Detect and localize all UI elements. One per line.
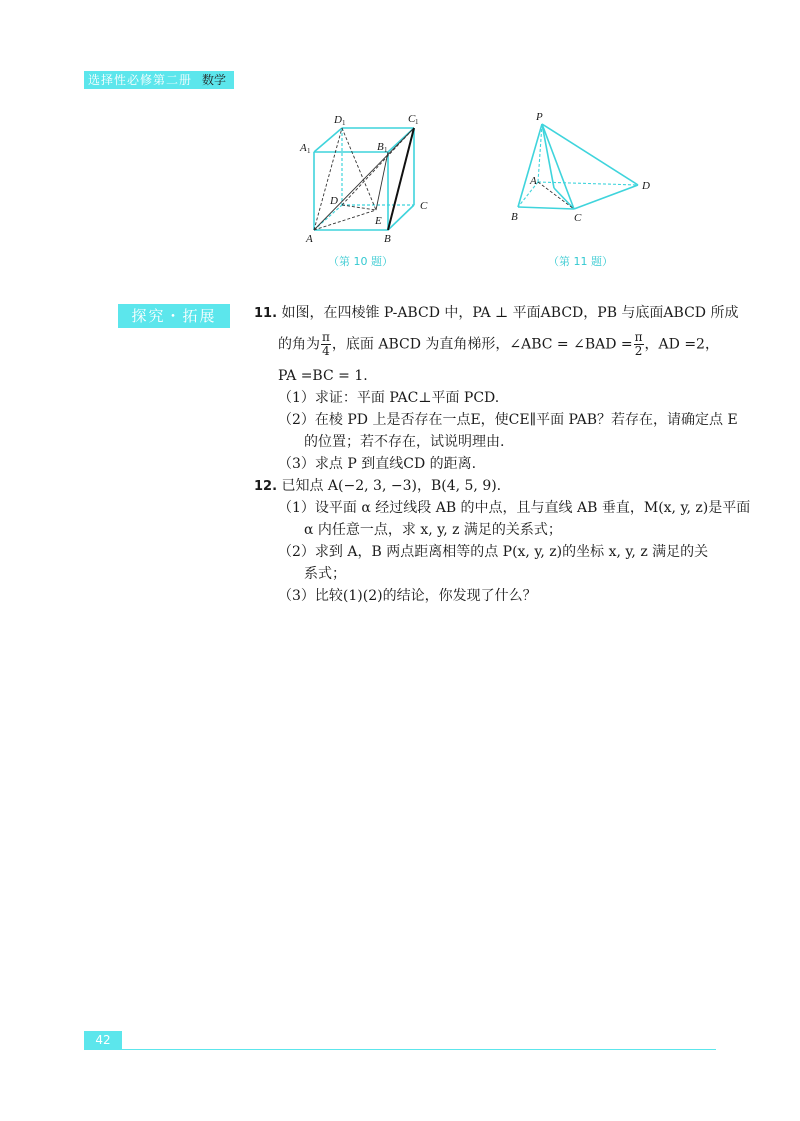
fraction-pi-4: $\frac{\pi}{4}$ — [322, 330, 330, 358]
svg-text:1: 1 — [384, 146, 388, 154]
q11-line2: 的角为 $\frac{\pi}{4}$ ，底面 ABCD 为直角梯形，∠ABC = ∠BAD = $\frac{\pi}{2}$ ，AD =2， — [278, 330, 719, 358]
q11-part2a: （2）在棱 PD 上是否存在一点E，使CE∥平面 PAB？若存在，请确定点 E — [278, 412, 738, 428]
label-B1: B — [377, 141, 384, 153]
figure-10-cube — [296, 110, 446, 250]
q11-part1: （1）求证：平面 PAC⊥平面 PCD. — [278, 390, 500, 406]
q12-number: 12. — [254, 479, 278, 494]
label-C: C — [420, 200, 428, 212]
q12-part1a: （1）设平面 α 经过线段 AB 的中点，且与直线 AB 垂直，M(x, y, z)是平面 — [278, 500, 751, 516]
figure-11-pyramid — [506, 110, 656, 225]
q12-part2b: 系式； — [304, 566, 346, 582]
label-A: A — [306, 233, 313, 245]
fraction-pi-2: $\frac{\pi}{2}$ — [634, 330, 643, 358]
q11-line3: PA =BC = 1. — [278, 368, 368, 384]
label-E: E — [375, 215, 382, 227]
label-B: B — [511, 211, 518, 223]
subject-label: 数学 — [202, 73, 227, 87]
q11-line1: 11. 如图，在四棱锥 P-ABCD 中，PA ⊥ 平面ABCD，PB 与底面ABCD 所成 — [254, 305, 739, 321]
q12-stem: 12. 已知点 A(−2, 3, −3)，B(4, 5, 9). — [254, 478, 502, 494]
book-title: 选择性必修第二册 — [88, 73, 193, 87]
label-D: D — [330, 195, 338, 207]
footer-rule — [84, 1049, 716, 1050]
label-A1: A — [300, 142, 307, 154]
q12-part3: （3）比较(1)(2)的结论，你发现了什么？ — [278, 588, 537, 604]
q12-part1b: α 内任意一点，求 x, y, z 满足的关系式； — [304, 522, 562, 538]
label-P: P — [536, 111, 543, 123]
svg-text:1: 1 — [307, 147, 311, 155]
label-A: A — [530, 175, 537, 187]
label-C: C — [574, 212, 582, 224]
figure-11-caption: （第 11 题） — [548, 255, 613, 268]
q11-part3: （3）求点 P 到直线CD 的距离. — [278, 456, 477, 472]
q12-part2a: （2）求到 A，B 两点距离相等的点 P(x, y, z)的坐标 x, y, z 满足的关 — [278, 544, 709, 560]
label-B: B — [384, 233, 391, 245]
section-badge: 探究・拓展 — [118, 304, 230, 328]
q11-number: 11. — [254, 306, 278, 321]
svg-text:1: 1 — [342, 119, 346, 127]
q11-part2b: 的位置；若不存在，试说明理由. — [304, 434, 505, 450]
figure-10-caption: （第 10 题） — [328, 255, 393, 268]
label-C1: C — [408, 113, 416, 125]
page-number: 42 — [84, 1031, 122, 1050]
label-D1: D — [334, 114, 342, 126]
label-D: D — [642, 180, 650, 192]
svg-text:1: 1 — [415, 118, 419, 126]
